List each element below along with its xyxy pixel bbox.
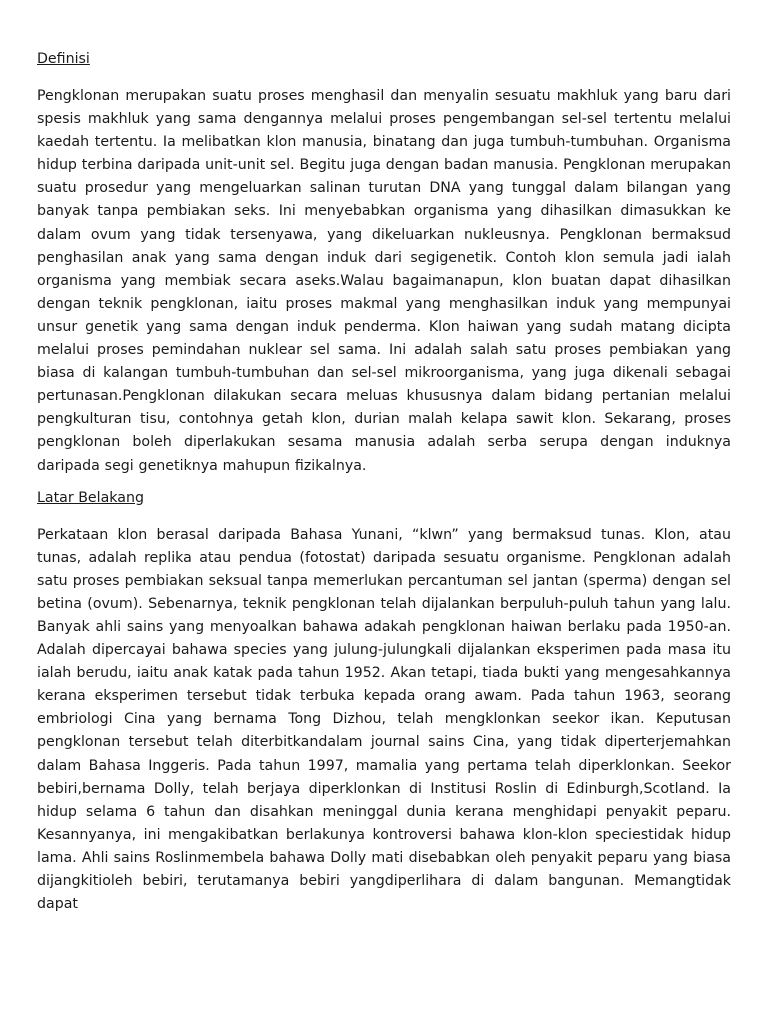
document-page: [37, 50, 731, 916]
paragraph-definisi: Pengklonan merupakan suatu proses menghasil dan menyalin sesuatu makhluk yang baru dari spesis makhluk yang sama dengannya melalui proses pengembangan sel-sel tertentu melalui kaedah tertentu. Ia melibatkan klon manusia, binatang dan juga tumbuh-tumbuhan. Organisma hidup terbina daripada unit-unit sel. Begitu juga dengan badan manusia. Pengklonan merupakan suatu prosedur yang mengeluarkan salinan turutan DNA yang tunggal dalam bilangan yang banyak tanpa pembiakan seks. Ini menyebabkan organisma yang dihasilkan dimasukkan ke dalam ovum yang tidak tersenyawa, yang dikeluarkan nukleusnya. Pengklonan bermaksud penghasilan anak yang sama dengan induk dari segigenetik. Contoh klon semula jadi ialah organisma yang membiak secara aseks.Walau bagaimanapun, klon buatan dapat dihasilkan dengan teknik pengklonan, iaitu proses makmal yang menghasilkan induk yang mempunyai unsur genetik yang sama dengan induk penderma. Klon haiwan yang sudah matang dicipta melalui proses pemindahan nuklear sel sama. Ini adalah salah satu proses pembiakan yang biasa di kalangan tumbuh-tumbuhan dan sel-sel mikroorganisma, yang juga dikenali sebagai pertunasan.Pengklonan dilakukan secara meluas khususnya dalam bidang pertanian melalui pengkulturan tisu, contohnya getah klon, durian malah kelapa sawit klon. Sekarang, proses pengklonan boleh diperlakukan sesama manusia adalah serba serupa dengan induknya daripada segi genetiknya mahupun fizikalnya.: [37, 88, 731, 474]
heading-latar-belakang: Latar Belakang: [37, 489, 144, 506]
paragraph-latar-belakang: Perkataan klon berasal daripada Bahasa Yunani, “klwn” yang bermaksud tunas. Klon, atau tunas, adalah replika atau pendua (fotostat) daripada sesuatu organisme. Pengklonan adalah satu proses pembiakan seksual tanpa memerlukan percantuman sel jantan (sperma) dengan sel betina (ovum). Sebenarnya, teknik pengklonan telah dijalankan berpuluh-puluh tahun yang lalu. Banyak ahli sains yang menyoalkan bahawa adakah pengklonan haiwan berlaku pada 1950-an. Adalah dipercayai bahawa species yang julung-julungkali dijalankan eksperimen pada masa itu ialah berudu, iaitu anak katak pada tahun 1952. Akan tetapi, tiada bukti yang mengesahkannya kerana eksperimen tersebut tidak terbuka kepada orang awam. Pada tahun 1963, seorang embriologi Cina yang bernama Tong Dizhou, telah mengklonkan seekor ikan. Keputusan pengklonan tersebut telah diterbitkandalam journal sains Cina, yang tidak diperterjemahkan dalam Bahasa Inggeris. Pada tahun 1997, mamalia yang pertama telah diperklonkan. Seekor bebiri,bernama Dolly, telah berjaya diperklonkan di Institusi Roslin di Edinburgh,Scotland. Ia hidup selama 6 tahun dan disahkan meninggal dunia kerana menghidapi penyakit peparu. Kesannyanya, ini mengakibatkan berlakunya kontroversi bahawa klon-klon speciestidak hidup lama. Ahli sains Roslinmembela bahawa Dolly mati disebabkan oleh penyakit peparu yang biasa dijangkitioleh bebiri, terutamanya bebiri yangdiperlihara di dalam bangunan. Memangtidak dapat: [37, 526, 731, 913]
heading-definisi: Definisi: [37, 51, 90, 67]
